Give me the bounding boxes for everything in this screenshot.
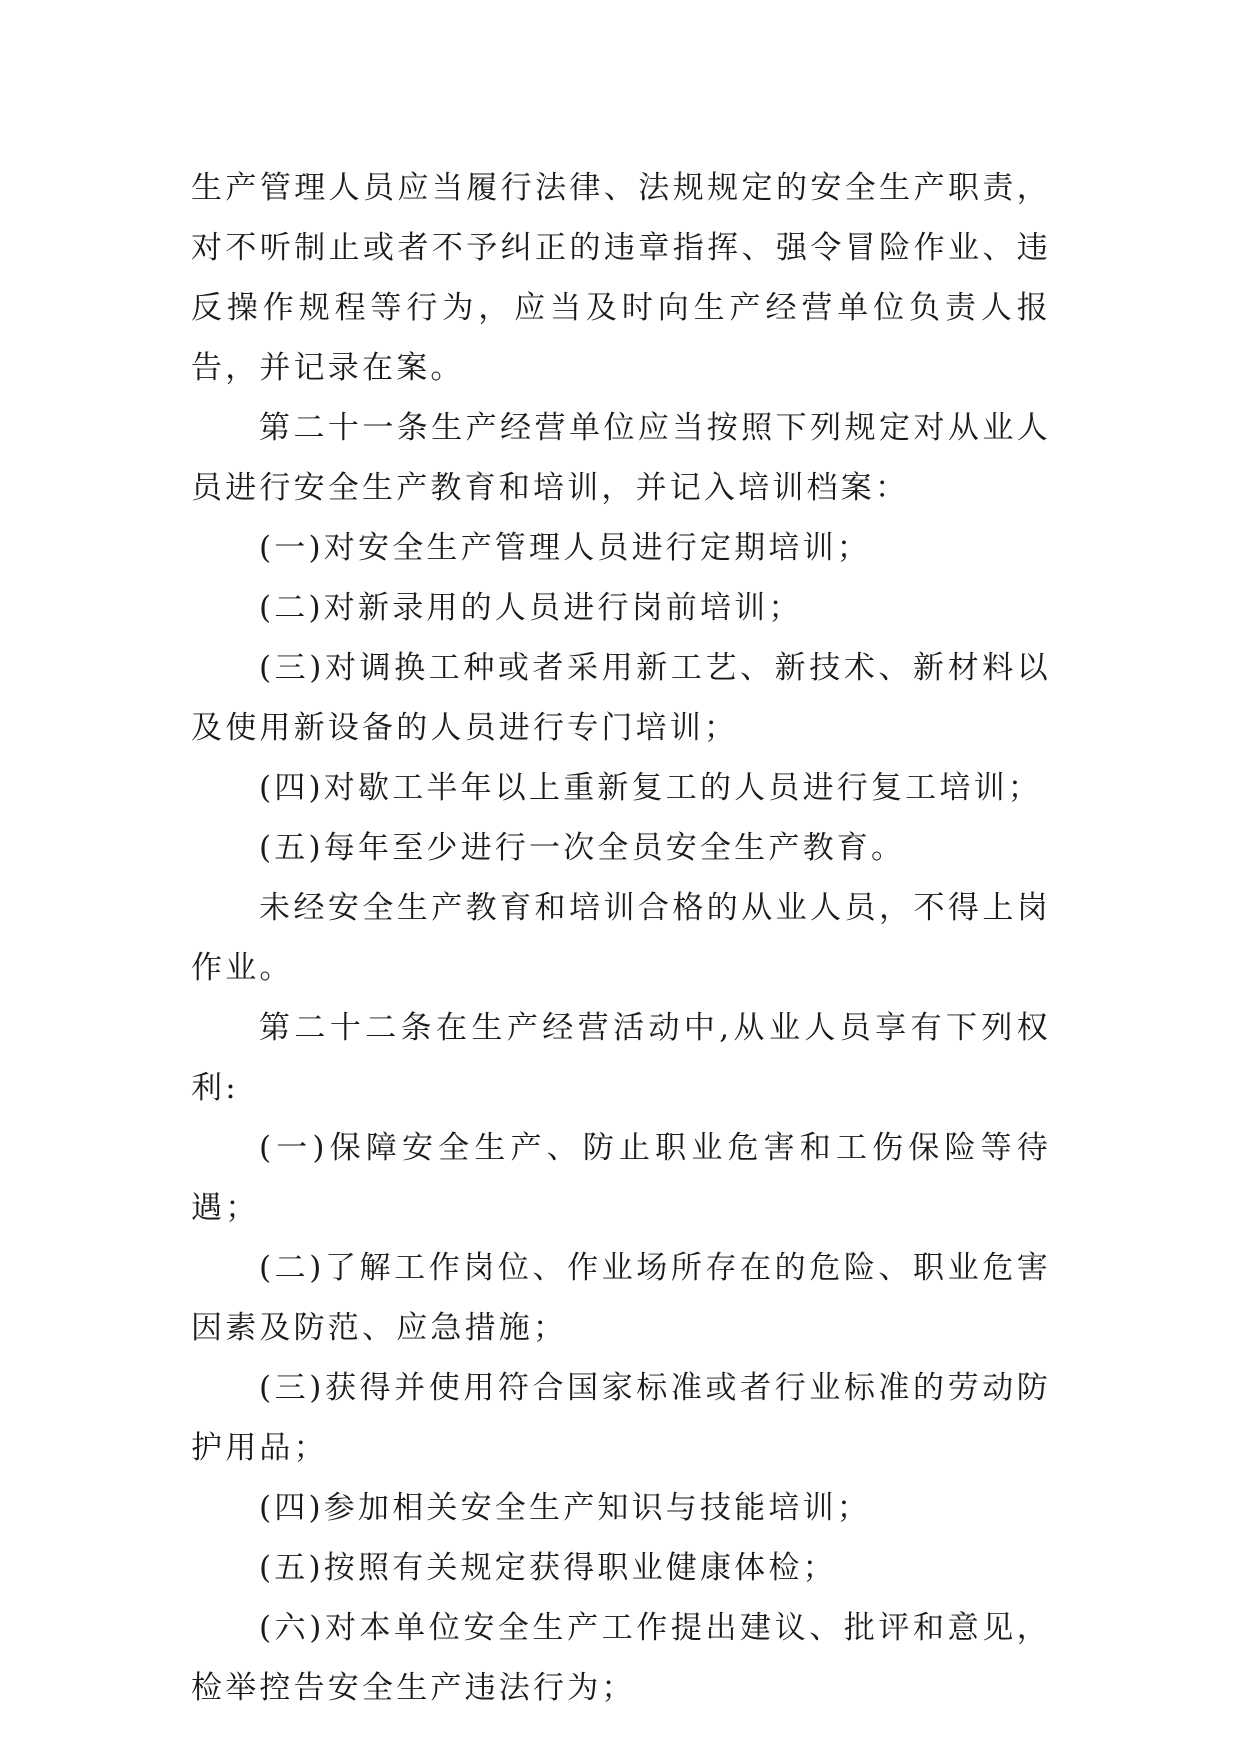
list-item: (六)对本单位安全生产工作提出建议、批评和意见，检举控告安全生产违法行为； [191,1610,1051,1706]
document-body [191,158,1051,1718]
article-21-heading: 第二十一条生产经营单位应当按照下列规定对从业人员进行安全生产教育和培训，并记入培训档案： [191,410,1051,506]
list-item: (四)参加相关安全生产知识与技能培训； [259,1490,871,1526]
list-item: (二)了解工作岗位、作业场所存在的危险、职业危害因素及防范、应急措施； [191,1250,1051,1346]
paragraph: 未经安全生产教育和培训合格的从业人员，不得上岗作业。 [191,890,1051,986]
list-item: (一)保障安全生产、防止职业危害和工伤保险等待遇； [191,1130,1051,1226]
list-item: (二)对新录用的人员进行岗前培训； [259,590,803,626]
article-22-heading: 第二十二条在生产经营活动中,从业人员享有下列权利: [191,1010,1051,1106]
list-item: (三)对调换工种或者采用新工艺、新技术、新材料以及使用新设备的人员进行专门培训； [191,650,1051,746]
paragraph: 生产管理人员应当履行法律、法规规定的安全生产职责，对不听制止或者不予纠正的违章指挥、强令冒险作业、违反操作规程等行为，应当及时向生产经营单位负责人报告，并记录在案。 [191,170,1051,386]
list-item: (一)对安全生产管理人员进行定期培训； [259,530,871,566]
list-item: (四)对歇工半年以上重新复工的人员进行复工培训； [259,770,1042,806]
list-item: (五)每年至少进行一次全员安全生产教育。 [259,830,906,866]
list-item: (五)按照有关规定获得职业健康体检； [259,1550,837,1586]
list-item: (三)获得并使用符合国家标准或者行业标准的劳动防护用品； [191,1370,1051,1466]
